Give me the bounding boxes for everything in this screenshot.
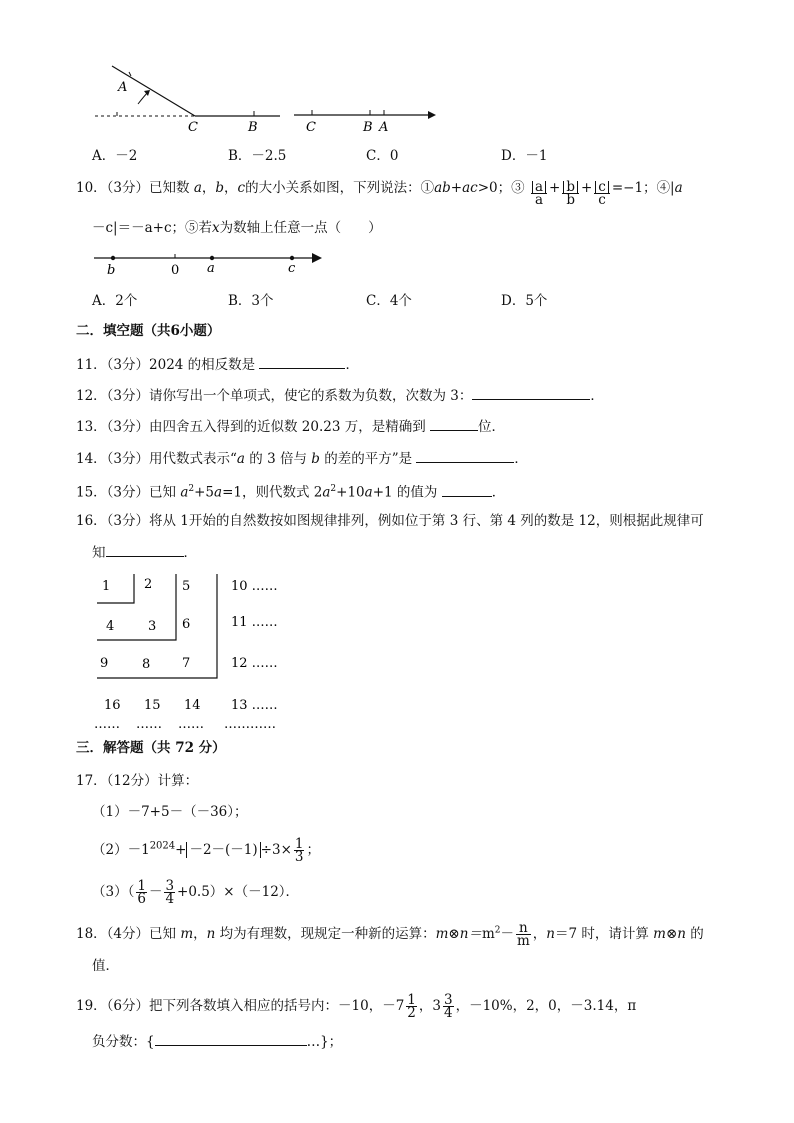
q9-option-c[interactable]: C．0 — [366, 148, 399, 164]
q9-option-b[interactable]: B．－2.5 — [228, 148, 287, 164]
q10-axis-c: c — [288, 261, 296, 276]
grid-r5c1: …… — [94, 717, 120, 732]
grid-r2c4: 11 …… — [231, 615, 278, 630]
q10-option-d[interactable]: D．5个 — [501, 293, 548, 309]
q9-option-a[interactable]: A．－2 — [92, 148, 138, 164]
grid-r5c4: ………… — [224, 717, 276, 732]
q10-number-line — [92, 248, 332, 278]
q11-answer-blank[interactable] — [259, 356, 345, 369]
grid-r3c3: 7 — [182, 656, 191, 671]
q10-axis-a: a — [207, 261, 215, 276]
grid-r1c3: 5 — [182, 579, 191, 594]
q16-number-grid — [92, 568, 312, 734]
q17-frac-one-sixth: $\frac{1}{6}$ — [137, 878, 146, 907]
q13-answer-blank[interactable] — [430, 418, 478, 431]
q9-left-label-c: C — [188, 120, 198, 135]
q19-negative-fractions-blank[interactable] — [155, 1033, 307, 1046]
q19-frac-one-half: $\frac{1}{2}$ — [407, 992, 416, 1021]
q16-line2: 知 ． — [92, 545, 197, 561]
section-3-heading: 三．解答题（共 72 分） — [76, 740, 226, 756]
grid-r4c3: 14 — [184, 698, 201, 713]
q9-right-label-a: A — [379, 120, 389, 135]
q10-option-a[interactable]: A．2个 — [92, 293, 138, 309]
q10-line1: 10．（3分）已知数 a，b，c的大小关系如图，下列说法：①ab+ac>0；③ $\frac{a}{a}$ + $\frac{b}{b}$ + $\frac{c}{c}$ =−1；④|a — [76, 179, 683, 208]
grid-r1c1: 1 — [102, 579, 111, 594]
q17-frac-one-third: $\frac{1}{3}$ — [294, 836, 304, 865]
q9-angle-diagram — [85, 55, 285, 135]
grid-r3c2: 8 — [142, 657, 151, 672]
grid-r2c2: 3 — [148, 619, 157, 634]
grid-r1c4: 10 …… — [231, 579, 278, 594]
q10-option-b[interactable]: B．3个 — [228, 293, 274, 309]
q9-option-d[interactable]: D．－1 — [501, 148, 548, 164]
q10-axis-b: b — [107, 263, 116, 278]
q14: 14．（3分）用代数式表示“a 的 3 倍与 b 的差的平方”是 ． — [76, 451, 528, 467]
q18-line2: 值． — [92, 958, 119, 974]
q10-frac-b: $\frac{b}{b}$ — [562, 181, 579, 206]
q17-part3: （3）（ $\frac{1}{6}$ － $\frac{3}{4}$ +0.5）×（－12）． — [92, 878, 300, 907]
q16-answer-blank[interactable] — [106, 544, 184, 557]
q9-left-label-a: A — [118, 80, 128, 95]
q9-left-label-b: B — [248, 120, 258, 135]
q10-option-c[interactable]: C．4个 — [366, 293, 412, 309]
q15-answer-blank[interactable] — [442, 484, 492, 497]
grid-r5c3: …… — [178, 717, 204, 732]
q19-negative-fractions: 负分数：{ …}； — [92, 1034, 343, 1050]
q17-part2: $(2)-1^{2024}+ -2-(-1) \div 3\times$ $\frac{1}{3}$ ； — [92, 836, 320, 865]
section-2-heading: 二．填空题（共6小题） — [76, 323, 221, 339]
q10-axis-zero: 0 — [171, 263, 180, 278]
grid-r2c3: 6 — [182, 617, 191, 632]
grid-r4c2: 15 — [144, 698, 161, 713]
q11: 11．（3分）2024 的相反数是 ． — [76, 357, 359, 373]
q9-right-label-b: B — [363, 120, 373, 135]
grid-r1c2: 2 — [144, 577, 153, 592]
q10-frac-c: $\frac{c}{c}$ — [594, 181, 610, 206]
q10-frac-a: $\frac{a}{a}$ — [531, 181, 547, 206]
q12: 12．（3分）请你写出一个单项式，使它的系数为负数，次数为 3： ． — [76, 388, 604, 404]
q18-line1: 18．（4分）已知 m，n 均为有理数，现规定一种新的运算：$m\otimes n=m^2-$ $\frac{n}{m}$ ，n＝7 时，请计算 m⊗n 的 — [76, 920, 704, 949]
grid-r3c4: 12 …… — [231, 656, 278, 671]
q15: 15．（3分）已知 $a^2+5a=1$，则代数式 $2a^2+10a+1$ 的值为 ． — [76, 484, 506, 501]
q16-line1: 16．（3分）将从 1开始的自然数按如图规律排列，例如位于第 3 行、第 4 列的数是 12，则根据此规律可 — [76, 513, 704, 529]
q19-frac-three-quarters: $\frac{3}{4}$ — [443, 992, 453, 1021]
q12-answer-blank[interactable] — [472, 387, 590, 400]
grid-r4c1: 16 — [104, 698, 121, 713]
q9-right-label-c: C — [306, 120, 316, 135]
q9-number-line — [290, 100, 440, 136]
q13: 13．（3分）由四舍五入得到的近似数 20.23 万，是精确到 位． — [76, 419, 506, 435]
q14-answer-blank[interactable] — [416, 450, 514, 463]
q17-part1: （1）－7+5－（－36）； — [92, 804, 248, 820]
q17-frac-three-quarters: $\frac{3}{4}$ — [165, 878, 175, 907]
grid-r2c1: 4 — [106, 619, 115, 634]
q10-line2: －c|＝－a+c；⑤若x为数轴上任意一点（ ） — [92, 220, 382, 236]
grid-r4c4: 13 …… — [231, 698, 278, 713]
q17-title: 17．（12分）计算： — [76, 773, 199, 789]
grid-r3c1: 9 — [100, 656, 109, 671]
q18-frac-n-over-m: $\frac{n}{m}$ — [516, 920, 530, 949]
q19-line1: 19．（6分）把下列各数填入相应的括号内：－10，－7 $\frac{1}{2}$ ，3 $\frac{3}{4}$ ，－10%，2，0，－3.14，π — [76, 992, 637, 1021]
grid-r5c2: …… — [136, 717, 162, 732]
